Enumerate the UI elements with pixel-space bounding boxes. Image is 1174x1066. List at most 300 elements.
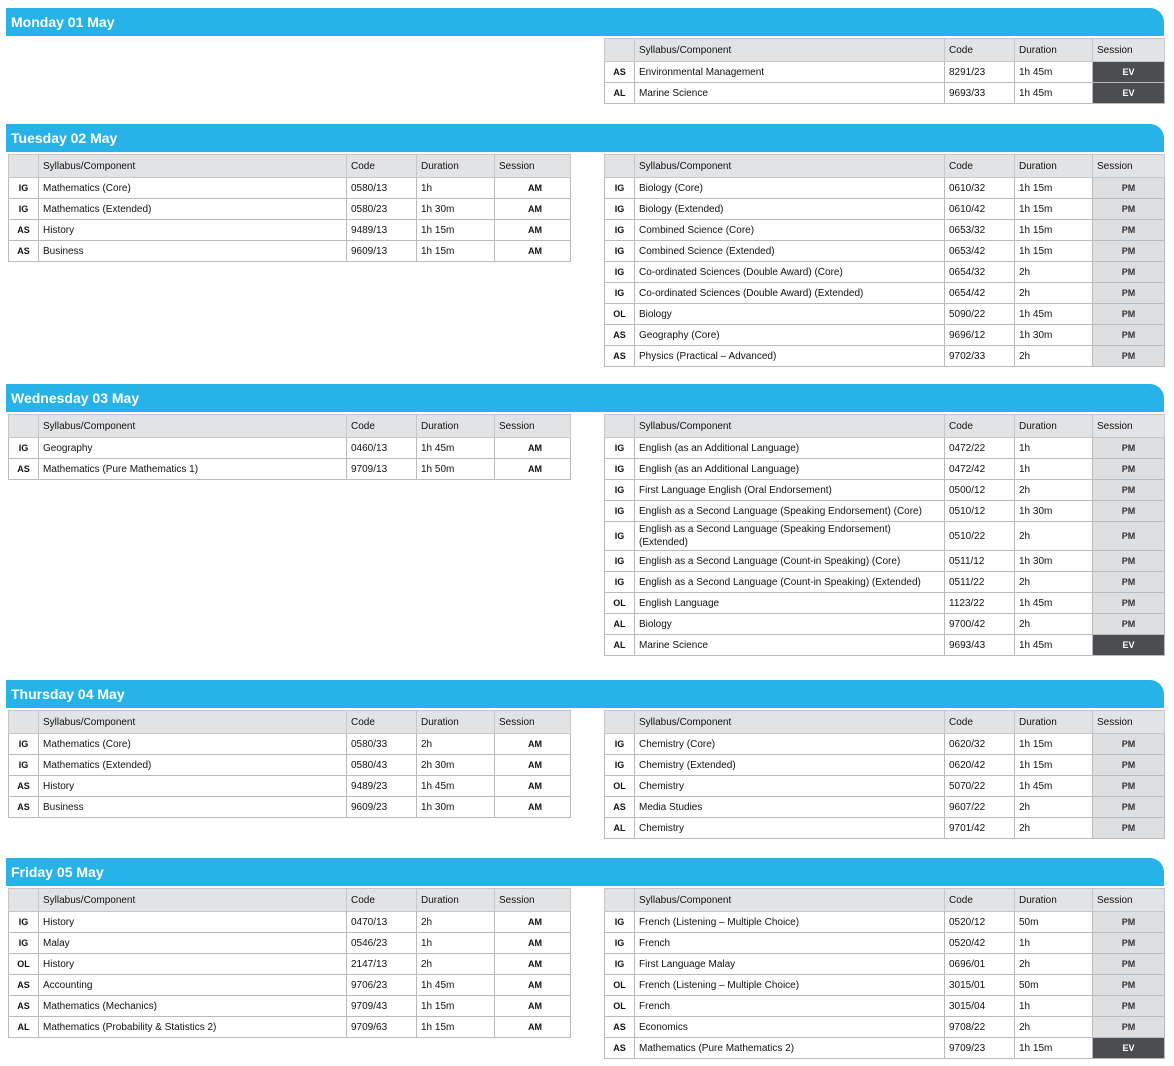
code-cell: 5070/22 bbox=[945, 776, 1015, 797]
table-row bbox=[605, 1017, 1165, 1038]
table-row bbox=[605, 522, 1165, 551]
code-header: Code bbox=[347, 711, 417, 734]
right-exam-table bbox=[604, 710, 1165, 839]
right-exam-table bbox=[604, 154, 1165, 367]
subject-cell: Mathematics (Pure Mathematics 2) bbox=[635, 1038, 945, 1059]
level-cell: IG bbox=[9, 178, 39, 199]
subject-cell: Mathematics (Core) bbox=[39, 178, 347, 199]
code-header: Code bbox=[945, 39, 1015, 62]
duration-cell: 1h 15m bbox=[417, 241, 495, 262]
level-cell: OL bbox=[605, 304, 635, 325]
duration-cell: 1h 15m bbox=[1015, 199, 1093, 220]
duration-cell: 1h bbox=[1015, 459, 1093, 480]
session-cell: PM bbox=[1093, 178, 1165, 199]
duration-header: Duration bbox=[1015, 155, 1093, 178]
code-cell: 0580/33 bbox=[347, 734, 417, 755]
level-header bbox=[9, 889, 39, 912]
subject-cell: History bbox=[39, 912, 347, 933]
duration-cell: 1h 45m bbox=[1015, 304, 1093, 325]
level-cell: AL bbox=[605, 635, 635, 656]
left-exam-table bbox=[8, 414, 571, 480]
table-row bbox=[9, 996, 571, 1017]
code-cell: 9696/12 bbox=[945, 325, 1015, 346]
session-cell: PM bbox=[1093, 912, 1165, 933]
session-header: Session bbox=[495, 155, 571, 178]
level-cell: IG bbox=[605, 220, 635, 241]
level-cell: IG bbox=[605, 438, 635, 459]
duration-cell: 50m bbox=[1015, 912, 1093, 933]
subject-cell: Accounting bbox=[39, 975, 347, 996]
duration-cell: 1h 15m bbox=[1015, 178, 1093, 199]
duration-cell: 1h bbox=[1015, 996, 1093, 1017]
subject-cell: History bbox=[39, 954, 347, 975]
code-cell: 0610/32 bbox=[945, 178, 1015, 199]
subject-cell: Mathematics (Mechanics) bbox=[39, 996, 347, 1017]
subject-cell: English as a Second Language (Speaking Endorsement) (Core) bbox=[635, 501, 945, 522]
code-cell: 0511/22 bbox=[945, 572, 1015, 593]
level-cell: IG bbox=[605, 178, 635, 199]
subject-header: Syllabus/Component bbox=[635, 711, 945, 734]
table-row bbox=[9, 178, 571, 199]
table-row bbox=[9, 220, 571, 241]
subject-cell: Combined Science (Core) bbox=[635, 220, 945, 241]
subject-cell: Business bbox=[39, 797, 347, 818]
duration-cell: 1h 15m bbox=[1015, 734, 1093, 755]
subject-cell: French (Listening – Multiple Choice) bbox=[635, 975, 945, 996]
table-row bbox=[605, 933, 1165, 954]
subject-header: Syllabus/Component bbox=[635, 889, 945, 912]
subject-header: Syllabus/Component bbox=[39, 155, 347, 178]
subject-cell: Mathematics (Extended) bbox=[39, 755, 347, 776]
level-cell: IG bbox=[605, 572, 635, 593]
level-cell: AS bbox=[605, 325, 635, 346]
duration-header: Duration bbox=[1015, 415, 1093, 438]
code-cell: 9693/43 bbox=[945, 635, 1015, 656]
code-cell: 9609/13 bbox=[347, 241, 417, 262]
level-cell: IG bbox=[605, 551, 635, 572]
code-cell: 9701/42 bbox=[945, 818, 1015, 839]
duration-cell: 2h bbox=[417, 734, 495, 755]
duration-cell: 1h 30m bbox=[1015, 551, 1093, 572]
level-header bbox=[9, 155, 39, 178]
subject-cell: Biology bbox=[635, 614, 945, 635]
duration-cell: 1h bbox=[1015, 933, 1093, 954]
level-header bbox=[605, 415, 635, 438]
duration-cell: 2h bbox=[417, 954, 495, 975]
table-row bbox=[9, 199, 571, 220]
table-row bbox=[605, 62, 1165, 83]
session-header: Session bbox=[1093, 415, 1165, 438]
table-row bbox=[605, 480, 1165, 501]
subject-cell: History bbox=[39, 220, 347, 241]
level-cell: AL bbox=[605, 83, 635, 104]
code-cell: 0653/42 bbox=[945, 241, 1015, 262]
table-row bbox=[605, 178, 1165, 199]
table-header-row bbox=[605, 711, 1165, 734]
subject-cell: English as a Second Language (Count-in Speaking) (Extended) bbox=[635, 572, 945, 593]
duration-cell: 1h 30m bbox=[417, 199, 495, 220]
code-cell: 0610/42 bbox=[945, 199, 1015, 220]
code-cell: 0580/23 bbox=[347, 199, 417, 220]
session-cell: AM bbox=[495, 776, 571, 797]
duration-header: Duration bbox=[417, 155, 495, 178]
table-row bbox=[605, 797, 1165, 818]
session-cell: AM bbox=[495, 1017, 571, 1038]
session-cell: PM bbox=[1093, 755, 1165, 776]
session-cell: AM bbox=[495, 797, 571, 818]
table-row bbox=[605, 776, 1165, 797]
level-header bbox=[605, 39, 635, 62]
subject-cell: Biology (Extended) bbox=[635, 199, 945, 220]
level-cell: AS bbox=[605, 1017, 635, 1038]
table-row bbox=[605, 241, 1165, 262]
session-cell: EV bbox=[1093, 1038, 1165, 1059]
duration-cell: 2h bbox=[1015, 1017, 1093, 1038]
table-row bbox=[9, 912, 571, 933]
level-cell: IG bbox=[9, 755, 39, 776]
day-header: Tuesday 02 May bbox=[6, 124, 1164, 152]
subject-cell: Co-ordinated Sciences (Double Award) (Extended) bbox=[635, 283, 945, 304]
subject-header: Syllabus/Component bbox=[39, 889, 347, 912]
code-cell: 9709/43 bbox=[347, 996, 417, 1017]
level-header bbox=[9, 415, 39, 438]
subject-cell: Mathematics (Extended) bbox=[39, 199, 347, 220]
code-cell: 9708/22 bbox=[945, 1017, 1015, 1038]
duration-cell: 2h bbox=[1015, 480, 1093, 501]
code-cell: 9709/23 bbox=[945, 1038, 1015, 1059]
code-cell: 0580/43 bbox=[347, 755, 417, 776]
level-cell: IG bbox=[9, 199, 39, 220]
level-cell: AS bbox=[605, 1038, 635, 1059]
subject-header: Syllabus/Component bbox=[39, 711, 347, 734]
subject-cell: Mathematics (Pure Mathematics 1) bbox=[39, 459, 347, 480]
table-row bbox=[605, 996, 1165, 1017]
duration-cell: 1h 50m bbox=[417, 459, 495, 480]
day-header: Monday 01 May bbox=[6, 8, 1164, 36]
duration-cell: 1h 15m bbox=[1015, 755, 1093, 776]
code-header: Code bbox=[945, 889, 1015, 912]
duration-cell: 2h bbox=[1015, 283, 1093, 304]
session-cell: EV bbox=[1093, 62, 1165, 83]
level-cell: OL bbox=[605, 776, 635, 797]
session-cell: PM bbox=[1093, 593, 1165, 614]
subject-cell: Chemistry (Core) bbox=[635, 734, 945, 755]
session-cell: AM bbox=[495, 954, 571, 975]
day-header: Wednesday 03 May bbox=[6, 384, 1164, 412]
duration-header: Duration bbox=[417, 711, 495, 734]
level-cell: OL bbox=[605, 593, 635, 614]
code-cell: 2147/13 bbox=[347, 954, 417, 975]
subject-cell: Economics bbox=[635, 1017, 945, 1038]
table-row bbox=[9, 438, 571, 459]
session-header: Session bbox=[495, 711, 571, 734]
subject-cell: Media Studies bbox=[635, 797, 945, 818]
level-cell: AS bbox=[9, 241, 39, 262]
session-cell: PM bbox=[1093, 304, 1165, 325]
code-cell: 0500/12 bbox=[945, 480, 1015, 501]
level-cell: IG bbox=[605, 501, 635, 522]
duration-cell: 1h 45m bbox=[417, 975, 495, 996]
duration-cell: 1h 45m bbox=[417, 438, 495, 459]
session-cell: AM bbox=[495, 933, 571, 954]
code-header: Code bbox=[347, 415, 417, 438]
code-header: Code bbox=[945, 415, 1015, 438]
table-row bbox=[605, 593, 1165, 614]
level-cell: OL bbox=[605, 996, 635, 1017]
subject-cell: Chemistry bbox=[635, 776, 945, 797]
session-header: Session bbox=[1093, 889, 1165, 912]
code-cell: 1123/22 bbox=[945, 593, 1015, 614]
table-row bbox=[9, 734, 571, 755]
table-row bbox=[605, 572, 1165, 593]
table-row bbox=[9, 241, 571, 262]
subject-cell: French bbox=[635, 996, 945, 1017]
table-row bbox=[9, 1017, 571, 1038]
subject-cell: English (as an Additional Language) bbox=[635, 459, 945, 480]
table-row bbox=[605, 283, 1165, 304]
session-header: Session bbox=[1093, 155, 1165, 178]
duration-header: Duration bbox=[1015, 39, 1093, 62]
session-cell: PM bbox=[1093, 975, 1165, 996]
code-cell: 5090/22 bbox=[945, 304, 1015, 325]
subject-cell: Geography bbox=[39, 438, 347, 459]
code-header: Code bbox=[347, 889, 417, 912]
session-cell: AM bbox=[495, 241, 571, 262]
duration-cell: 1h 45m bbox=[417, 776, 495, 797]
right-exam-table bbox=[604, 414, 1165, 656]
code-cell: 9489/23 bbox=[347, 776, 417, 797]
level-cell: AS bbox=[605, 62, 635, 83]
duration-cell: 1h bbox=[1015, 438, 1093, 459]
level-cell: IG bbox=[9, 734, 39, 755]
session-cell: PM bbox=[1093, 614, 1165, 635]
duration-cell: 1h 15m bbox=[1015, 241, 1093, 262]
subject-cell: Marine Science bbox=[635, 635, 945, 656]
subject-cell: Biology bbox=[635, 304, 945, 325]
duration-cell: 1h 30m bbox=[1015, 325, 1093, 346]
subject-cell: Geography (Core) bbox=[635, 325, 945, 346]
table-header-row bbox=[9, 889, 571, 912]
session-cell: AM bbox=[495, 734, 571, 755]
level-cell: AL bbox=[9, 1017, 39, 1038]
level-cell: AS bbox=[605, 346, 635, 367]
session-cell: AM bbox=[495, 755, 571, 776]
code-cell: 9700/42 bbox=[945, 614, 1015, 635]
session-header: Session bbox=[1093, 711, 1165, 734]
day-header: Friday 05 May bbox=[6, 858, 1164, 886]
code-cell: 9607/22 bbox=[945, 797, 1015, 818]
table-row bbox=[9, 797, 571, 818]
subject-cell: Chemistry bbox=[635, 818, 945, 839]
session-cell: PM bbox=[1093, 734, 1165, 755]
table-row bbox=[605, 220, 1165, 241]
duration-cell: 1h bbox=[417, 933, 495, 954]
code-header: Code bbox=[347, 155, 417, 178]
table-row bbox=[9, 954, 571, 975]
code-cell: 0511/12 bbox=[945, 551, 1015, 572]
level-cell: AS bbox=[9, 797, 39, 818]
table-row bbox=[605, 975, 1165, 996]
table-row bbox=[605, 346, 1165, 367]
session-cell: AM bbox=[495, 912, 571, 933]
subject-cell: Marine Science bbox=[635, 83, 945, 104]
code-cell: 9709/63 bbox=[347, 1017, 417, 1038]
session-cell: AM bbox=[495, 459, 571, 480]
level-cell: IG bbox=[605, 912, 635, 933]
level-cell: IG bbox=[9, 438, 39, 459]
duration-cell: 2h bbox=[1015, 262, 1093, 283]
level-cell: AS bbox=[9, 459, 39, 480]
duration-cell: 50m bbox=[1015, 975, 1093, 996]
level-cell: OL bbox=[605, 975, 635, 996]
session-cell: AM bbox=[495, 199, 571, 220]
subject-cell: Environmental Management bbox=[635, 62, 945, 83]
subject-cell: Physics (Practical – Advanced) bbox=[635, 346, 945, 367]
table-row bbox=[605, 818, 1165, 839]
code-cell: 0620/42 bbox=[945, 755, 1015, 776]
subject-cell: English Language bbox=[635, 593, 945, 614]
level-cell: OL bbox=[9, 954, 39, 975]
session-cell: PM bbox=[1093, 346, 1165, 367]
subject-cell: Biology (Core) bbox=[635, 178, 945, 199]
subject-cell: Co-ordinated Sciences (Double Award) (Core) bbox=[635, 262, 945, 283]
duration-cell: 1h 15m bbox=[417, 996, 495, 1017]
code-cell: 0472/42 bbox=[945, 459, 1015, 480]
subject-header: Syllabus/Component bbox=[635, 39, 945, 62]
duration-cell: 1h 15m bbox=[417, 1017, 495, 1038]
session-cell: PM bbox=[1093, 551, 1165, 572]
session-cell: PM bbox=[1093, 438, 1165, 459]
level-cell: IG bbox=[605, 755, 635, 776]
level-header bbox=[605, 711, 635, 734]
code-cell: 3015/01 bbox=[945, 975, 1015, 996]
subject-cell: Combined Science (Extended) bbox=[635, 241, 945, 262]
duration-cell: 2h bbox=[1015, 572, 1093, 593]
duration-cell: 2h bbox=[1015, 797, 1093, 818]
subject-header: Syllabus/Component bbox=[635, 155, 945, 178]
table-row bbox=[605, 635, 1165, 656]
table-row bbox=[605, 954, 1165, 975]
duration-cell: 2h 30m bbox=[417, 755, 495, 776]
session-cell: PM bbox=[1093, 262, 1165, 283]
code-cell: 9693/33 bbox=[945, 83, 1015, 104]
level-cell: AS bbox=[9, 220, 39, 241]
subject-cell: History bbox=[39, 776, 347, 797]
session-cell: PM bbox=[1093, 797, 1165, 818]
duration-cell: 2h bbox=[1015, 614, 1093, 635]
table-header-row bbox=[605, 415, 1165, 438]
left-exam-table bbox=[8, 888, 571, 1038]
duration-header: Duration bbox=[1015, 711, 1093, 734]
subject-cell: Business bbox=[39, 241, 347, 262]
session-cell: PM bbox=[1093, 199, 1165, 220]
level-header bbox=[9, 711, 39, 734]
table-row bbox=[605, 501, 1165, 522]
code-cell: 9489/13 bbox=[347, 220, 417, 241]
level-cell: IG bbox=[9, 912, 39, 933]
session-cell: AM bbox=[495, 438, 571, 459]
subject-cell: English (as an Additional Language) bbox=[635, 438, 945, 459]
session-cell: AM bbox=[495, 178, 571, 199]
session-cell: PM bbox=[1093, 459, 1165, 480]
table-header-row bbox=[605, 155, 1165, 178]
duration-cell: 2h bbox=[1015, 522, 1093, 551]
code-cell: 0520/12 bbox=[945, 912, 1015, 933]
session-cell: PM bbox=[1093, 522, 1165, 551]
subject-header: Syllabus/Component bbox=[635, 415, 945, 438]
level-cell: IG bbox=[9, 933, 39, 954]
session-cell: PM bbox=[1093, 283, 1165, 304]
duration-cell: 1h 15m bbox=[1015, 220, 1093, 241]
session-cell: PM bbox=[1093, 776, 1165, 797]
session-cell: PM bbox=[1093, 954, 1165, 975]
session-cell: PM bbox=[1093, 325, 1165, 346]
duration-cell: 1h 45m bbox=[1015, 593, 1093, 614]
duration-cell: 1h 30m bbox=[417, 797, 495, 818]
level-cell: IG bbox=[605, 283, 635, 304]
duration-cell: 2h bbox=[1015, 818, 1093, 839]
level-cell: IG bbox=[605, 459, 635, 480]
level-cell: AS bbox=[605, 797, 635, 818]
table-row bbox=[605, 614, 1165, 635]
duration-cell: 2h bbox=[417, 912, 495, 933]
subject-cell: Mathematics (Probability & Statistics 2) bbox=[39, 1017, 347, 1038]
code-cell: 0653/32 bbox=[945, 220, 1015, 241]
table-row bbox=[9, 975, 571, 996]
table-header-row bbox=[9, 155, 571, 178]
code-header: Code bbox=[945, 711, 1015, 734]
code-cell: 9706/23 bbox=[347, 975, 417, 996]
code-cell: 0510/12 bbox=[945, 501, 1015, 522]
table-row bbox=[605, 734, 1165, 755]
code-cell: 0654/42 bbox=[945, 283, 1015, 304]
duration-cell: 1h 45m bbox=[1015, 776, 1093, 797]
code-cell: 0546/23 bbox=[347, 933, 417, 954]
level-cell: AS bbox=[9, 975, 39, 996]
right-exam-table bbox=[604, 888, 1165, 1059]
level-cell: IG bbox=[605, 734, 635, 755]
code-cell: 0620/32 bbox=[945, 734, 1015, 755]
subject-cell: Chemistry (Extended) bbox=[635, 755, 945, 776]
table-row bbox=[605, 912, 1165, 933]
table-row bbox=[9, 459, 571, 480]
session-cell: PM bbox=[1093, 996, 1165, 1017]
session-cell: PM bbox=[1093, 220, 1165, 241]
table-row bbox=[605, 551, 1165, 572]
code-cell: 9702/33 bbox=[945, 346, 1015, 367]
table-row bbox=[9, 776, 571, 797]
duration-cell: 2h bbox=[1015, 346, 1093, 367]
session-cell: AM bbox=[495, 996, 571, 1017]
level-cell: IG bbox=[605, 522, 635, 551]
code-cell: 0472/22 bbox=[945, 438, 1015, 459]
duration-cell: 1h 45m bbox=[1015, 83, 1093, 104]
table-row bbox=[605, 755, 1165, 776]
table-row bbox=[605, 1038, 1165, 1059]
code-cell: 3015/04 bbox=[945, 996, 1015, 1017]
day-header: Thursday 04 May bbox=[6, 680, 1164, 708]
code-cell: 8291/23 bbox=[945, 62, 1015, 83]
session-cell: PM bbox=[1093, 501, 1165, 522]
code-cell: 0460/13 bbox=[347, 438, 417, 459]
code-cell: 0470/13 bbox=[347, 912, 417, 933]
duration-header: Duration bbox=[1015, 889, 1093, 912]
level-cell: AL bbox=[605, 818, 635, 839]
table-header-row bbox=[9, 711, 571, 734]
duration-header: Duration bbox=[417, 415, 495, 438]
session-header: Session bbox=[495, 415, 571, 438]
subject-cell: First Language Malay bbox=[635, 954, 945, 975]
